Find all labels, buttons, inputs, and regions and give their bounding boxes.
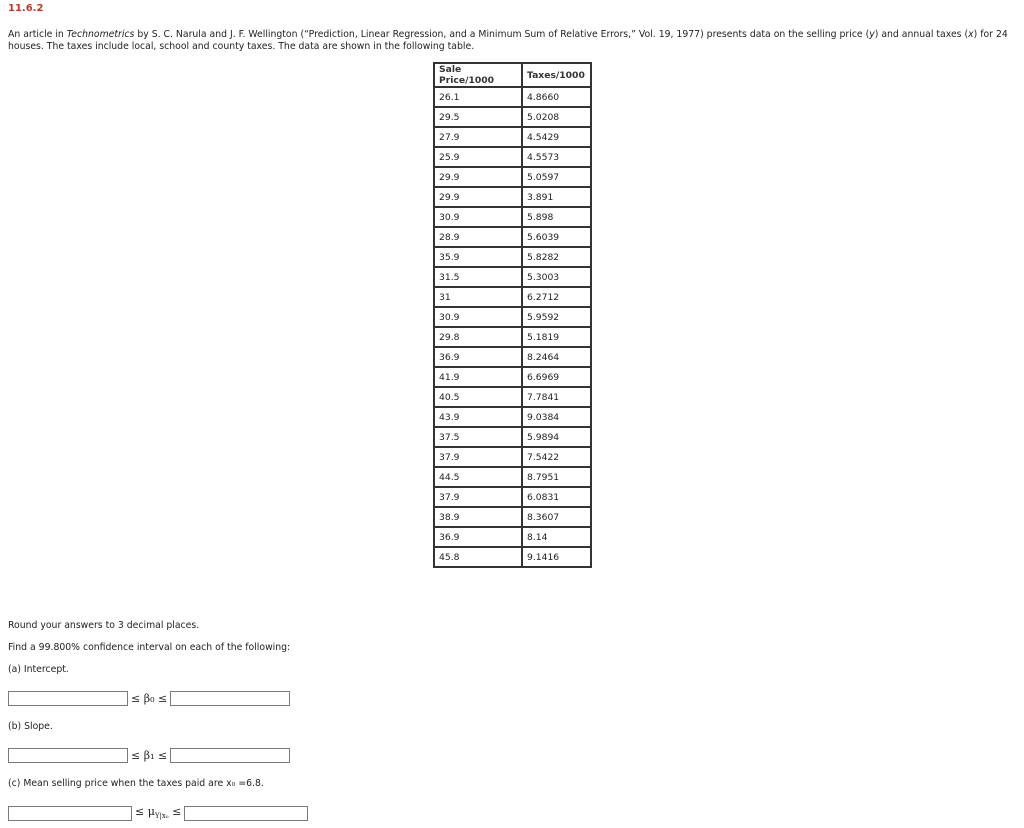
taxes-cell: 5.1819 — [522, 327, 591, 347]
taxes-cell: 9.1416 — [522, 547, 591, 567]
part-a-label: (a) Intercept. — [8, 664, 69, 675]
table-row — [434, 107, 591, 127]
leq-symbol: ≤ — [168, 805, 182, 819]
sale-price-cell: 45.8 — [434, 547, 522, 567]
slope-symbol: ≤ β₁ ≤ — [131, 748, 168, 762]
table-row — [434, 547, 591, 567]
part-a-answer-row — [8, 690, 290, 706]
sale-price-cell: 28.9 — [434, 227, 522, 247]
taxes-cell: 8.7951 — [522, 467, 591, 487]
taxes-cell: 7.7841 — [522, 387, 591, 407]
taxes-cell: 4.8660 — [522, 87, 591, 107]
part-b-answer-row — [8, 747, 290, 763]
data-table — [433, 62, 592, 568]
table-row — [434, 467, 591, 487]
table-body — [434, 87, 591, 567]
slope-lower-input[interactable] — [8, 748, 128, 763]
taxes-cell: 4.5429 — [522, 127, 591, 147]
table-row — [434, 487, 591, 507]
taxes-cell: 6.0831 — [522, 487, 591, 507]
mu-subscript: Y|x₀ — [154, 812, 169, 821]
sale-price-cell: 29.9 — [434, 167, 522, 187]
sale-price-cell: 30.9 — [434, 207, 522, 227]
taxes-cell: 9.0384 — [522, 407, 591, 427]
table-row — [434, 507, 591, 527]
intro-text-4: ) for 24 houses. The taxes include local, school and county taxes. The data are shown in the following table. — [8, 29, 1008, 52]
table-row — [434, 187, 591, 207]
taxes-cell: 5.898 — [522, 207, 591, 227]
sale-price-cell: 36.9 — [434, 347, 522, 367]
table-row — [434, 307, 591, 327]
sale-price-cell: 26.1 — [434, 87, 522, 107]
column-header-sale-price: Sale Price/1000 — [434, 63, 522, 87]
taxes-cell: 8.3607 — [522, 507, 591, 527]
sale-price-cell: 44.5 — [434, 467, 522, 487]
sale-price-cell: 36.9 — [434, 527, 522, 547]
table-row — [434, 527, 591, 547]
taxes-cell: 8.2464 — [522, 347, 591, 367]
table-header-row — [434, 63, 591, 87]
sale-price-cell: 31 — [434, 287, 522, 307]
problem-number: 11.6.2 — [8, 3, 44, 14]
taxes-cell: 7.5422 — [522, 447, 591, 467]
y-variable: y — [869, 29, 875, 40]
sale-price-cell: 35.9 — [434, 247, 522, 267]
intercept-symbol: ≤ β₀ ≤ — [131, 691, 168, 705]
round-instruction: Round your answers to 3 decimal places. — [8, 620, 200, 631]
sale-price-cell: 37.9 — [434, 487, 522, 507]
part-c-answer-row — [8, 805, 308, 821]
mean-price-upper-input[interactable] — [184, 806, 308, 821]
sale-price-cell: 30.9 — [434, 307, 522, 327]
taxes-cell: 3.891 — [522, 187, 591, 207]
sale-price-cell: 27.9 — [434, 127, 522, 147]
sale-price-cell: 37.9 — [434, 447, 522, 467]
sale-price-cell: 25.9 — [434, 147, 522, 167]
taxes-cell: 5.6039 — [522, 227, 591, 247]
table-row — [434, 327, 591, 347]
table-row — [434, 207, 591, 227]
column-header-taxes: Taxes/1000 — [522, 63, 591, 87]
table-row — [434, 227, 591, 247]
table-row — [434, 247, 591, 267]
table-row — [434, 407, 591, 427]
sale-price-cell: 40.5 — [434, 387, 522, 407]
confidence-instruction: Find a 99.800% confidence interval on each of the following: — [8, 642, 291, 653]
part-b-label: (b) Slope. — [8, 721, 53, 732]
problem-intro — [8, 29, 1016, 53]
table-row — [434, 147, 591, 167]
part-c-label: (c) Mean selling price when the taxes paid are x₀ =6.8. — [8, 778, 264, 789]
table-row — [434, 387, 591, 407]
table-row — [434, 287, 591, 307]
sale-price-cell: 29.5 — [434, 107, 522, 127]
table-row — [434, 367, 591, 387]
table-row — [434, 267, 591, 287]
taxes-cell: 4.5573 — [522, 147, 591, 167]
intro-text-2: by S. C. Narula and J. F. Wellington (“Prediction, Linear Regression, and a Minimum Sum of Relative Errors,” Vol. 19, 1977) presents data on the selling price ( — [134, 29, 870, 40]
taxes-cell: 5.0597 — [522, 167, 591, 187]
intercept-upper-input[interactable] — [170, 691, 290, 706]
x-variable: x — [968, 29, 974, 40]
sale-price-cell: 41.9 — [434, 367, 522, 387]
intro-text-3: ) and annual taxes ( — [874, 29, 969, 40]
table-row — [434, 87, 591, 107]
taxes-cell: 5.9592 — [522, 307, 591, 327]
sale-price-cell: 37.5 — [434, 427, 522, 447]
sale-price-cell: 43.9 — [434, 407, 522, 427]
sale-price-cell: 29.9 — [434, 187, 522, 207]
sale-price-cell: 29.8 — [434, 327, 522, 347]
taxes-cell: 5.0208 — [522, 107, 591, 127]
taxes-cell: 6.6969 — [522, 367, 591, 387]
sale-price-cell: 38.9 — [434, 507, 522, 527]
taxes-cell: 5.9894 — [522, 427, 591, 447]
mean-price-lower-input[interactable] — [8, 806, 132, 821]
taxes-cell: 8.14 — [522, 527, 591, 547]
journal-name: Technometrics — [66, 29, 135, 40]
table-row — [434, 167, 591, 187]
taxes-cell: 5.3003 — [522, 267, 591, 287]
table-row — [434, 427, 591, 447]
table-row — [434, 347, 591, 367]
table-row — [434, 447, 591, 467]
sale-price-cell: 31.5 — [434, 267, 522, 287]
table-row — [434, 127, 591, 147]
intercept-lower-input[interactable] — [8, 691, 128, 706]
mu-symbol: ≤ μ — [135, 805, 155, 819]
slope-upper-input[interactable] — [170, 748, 290, 763]
taxes-cell: 6.2712 — [522, 287, 591, 307]
intro-text-1: An article in — [8, 29, 67, 40]
mean-price-symbol — [132, 805, 184, 820]
taxes-cell: 5.8282 — [522, 247, 591, 267]
